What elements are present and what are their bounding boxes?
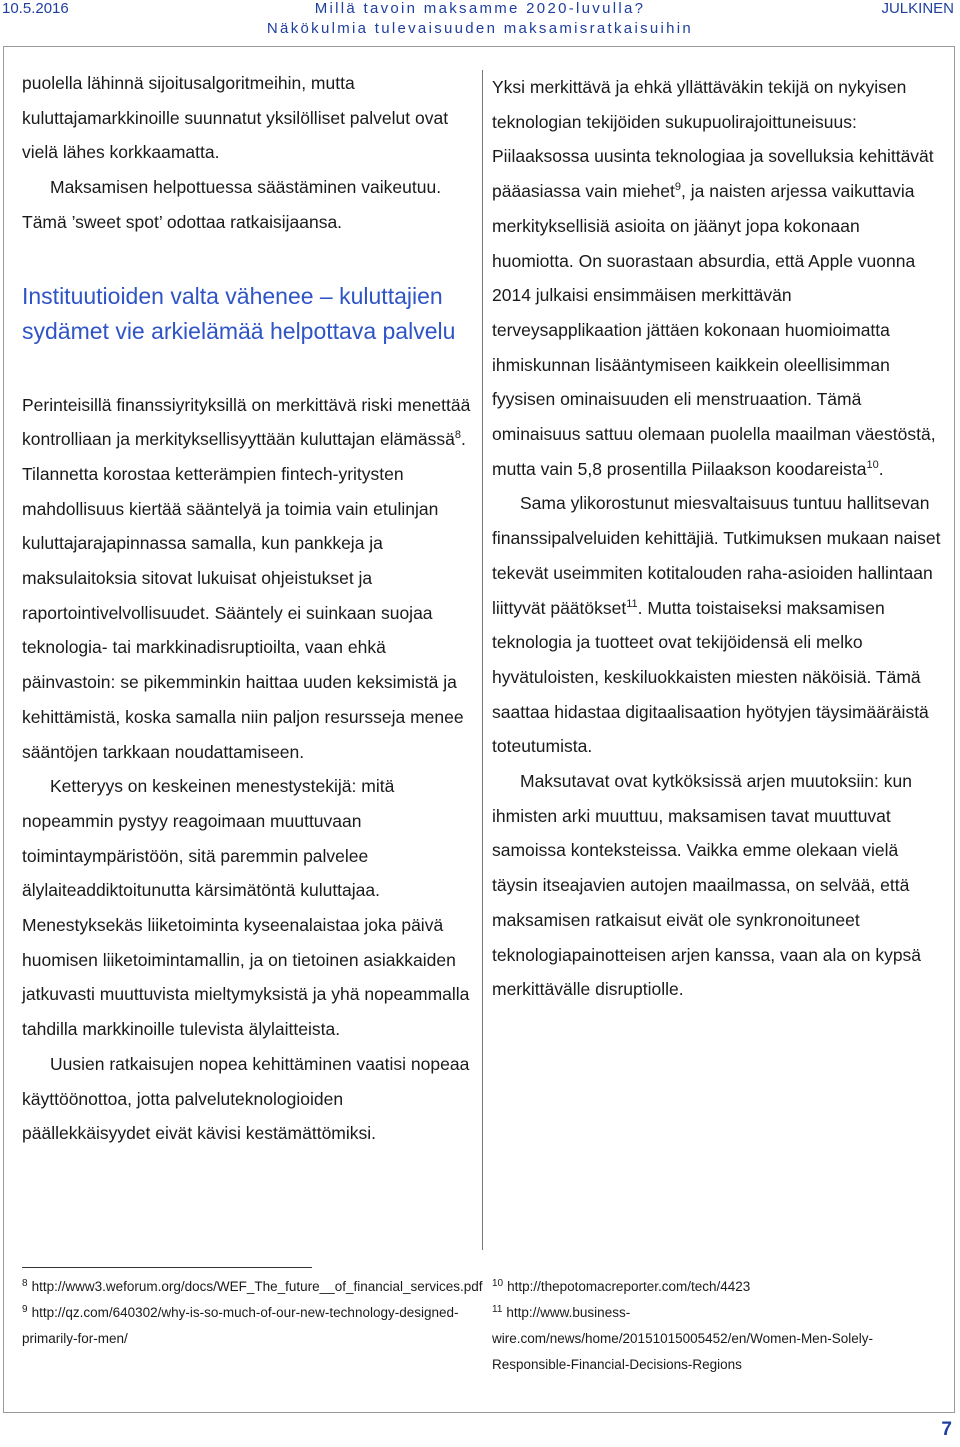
body-paragraph: Perinteisillä finanssiyrityksillä on merkittävä riski menettää kontrolliaan ja merkityksellisyyttään kuluttajan elämässä$^8$. Tilannetta korostaa ketterämpien fintech-yritysten mahdollisuus kiertää sääntelyä ja toimia vain etulinjan kuluttajarajapinnassa samalla, kun pankkeja ja maksulaitoksia sitovat lukuisat ohjeistukset ja raportointivelvollisuudet. Sääntely ei suinkaan suojaa teknologia- tai markkinadisruptioilta, vaan ehkä päinvastoin: se pikemminkin haittaa uuden keksimistä ja kehittämistä, koska samalla niin paljon resursseja menee sääntöjen tarkkaan noudattamiseen. (22, 394, 471, 762)
footnote-link[interactable]: http://qz.com/640302/why-is-so-much-of-our-new-technology-designed-primarily-for-men/ (22, 1305, 459, 1346)
footnote-link[interactable]: http://www.business-wire.com/news/home/20151015005452/en/Women-Men-Solely-Responsible-Financial-Decisions-Regions (492, 1305, 873, 1372)
footnote-11: $^{11}$ http://www.business-wire.com/news/home/20151015005452/en/Women-Men-Solely-Responsible-Financial-Decisions-Regions (492, 1303, 873, 1372)
footnote-ref-9[interactable]: 9 (674, 181, 682, 194)
footnote-10: $^{10}$ http://thepotomacreporter.com/tech/4423 (492, 1277, 751, 1294)
classification-label: JULKINEN (881, 0, 954, 17)
footnote-link[interactable]: http://www3.weforum.org/docs/WEF_The_future__of_financial_services.pdf (31, 1279, 483, 1294)
sweet-spot-paragraph: Maksamisen helpottuessa säästäminen vaikeutuu. Tämä ’sweet spot’ odottaa ratkaisijaansa. (22, 177, 442, 232)
body-paragraph: Ketteryys on keskeinen menestystekijä: mitä nopeammin pystyy reagoimaan muuttuvaan toimintaympäristöön, sitä paremmin palvelee älylaiteaddiktoitunutta kärsimätöntä kuluttajaa. Menestyksekäs liiketoiminta kyseenalaistaa joka päivä huomisen liiketoimintamallin, ja on tietoinen asiakkaiden jatkuvasti muuttuvista mieltymyksistä ja yhä nopeammalla tahdilla markkinoille tulevista älylaitteista. (22, 776, 470, 1040)
footnote-separator (22, 1267, 312, 1268)
column-divider (482, 70, 483, 1250)
header-date: 10.5.2016 (2, 0, 69, 17)
footnote-ref-10[interactable]: 10 (866, 458, 879, 471)
body-paragraph: Yksi merkittävä ja ehkä yllättäväkin tekijä on nykyisen teknologian tekijöiden sukupuolirajoittuneisuus: Piilaaksossa uusinta teknologiaa ja sovelluksia kehittävät pääasiassa vain miehet$^9$, ja naisten arjessa vaikuttavia merkityksellisiä asioita on jäänyt jopa kokonaan huomiotta. On suorastaan absurdia, että Apple vuonna 2014 julkaisi ensimmäisen merkittävän terveysapplikaation jättäen kokonaan huomioimatta ihmiskunnan lisääntymiseen kaikkein oleellisimman fyysisen ominaisuuden eli menstruaation. Tämä ominaisuus sattuu olemaan puolella maailman väestöstä, mutta vain 5,8 prosentilla Piilaakson koodareista$^{10}$. (492, 77, 936, 479)
body-paragraph: Uusien ratkaisujen nopea kehittäminen vaatisi nopeaa käyttöönottoa, jotta palveluteknologioiden päällekkäisyydet eivät kävisi kestämättömiksi. (22, 1053, 470, 1144)
body-paragraph: Maksutavat ovat kytköksissä arjen muutoksiin: kun ihmisten arki muuttuu, maksamisen tavat muuttuvat samoissa konteksteissa. Vaikka emme olekaan vielä täysin itseajavien autojen maailmassa, on selvää, että maksamisen ratkaisut eivät ole synkronoituneet teknologiapainotteisen arjen kanssa, vaan ala on kypsä merkittävälle disruptiolle. (492, 771, 922, 1000)
right-column (492, 70, 944, 1007)
footnote-ref-8[interactable]: 8 (454, 429, 461, 442)
footnotes-left (22, 1274, 483, 1352)
footnotes-right (492, 1274, 932, 1378)
footnote-link[interactable]: http://thepotomacreporter.com/tech/4423 (507, 1279, 751, 1294)
page-number: 7 (941, 1419, 952, 1440)
intro-paragraph: puolella lähinnä sijoitusalgoritmeihin, mutta kuluttajamarkkinoille suunnatut yksilölliset palvelut ovat vielä lähes korkkaamatta. (22, 73, 449, 163)
body-paragraph: Sama ylikorostunut miesvaltaisuus tuntuu hallitsevan finanssipalveluiden kehittäjiä. Tutkimuksen mukaan naiset tekevät useimmiten kotitalouden raha-asioiden hallintaan liittyvät päätökset$^{11}$. Mutta toistaiseksi maksamisen teknologia ja tuotteet ovat tekijöidensä eli melko hyvätuloisten, keskiluokkaisten miesten näköisiä. Tämä saattaa hidastaa digitaalisaation hyötyjen täysimääräistä toteutumista. (492, 493, 941, 757)
footnote-ref-11[interactable]: 11 (626, 597, 638, 610)
header-title: Millä tavoin maksamme 2020-luvulla? (314, 0, 646, 17)
left-column (22, 66, 472, 1151)
footnote-9: $^9$ http://qz.com/640302/why-is-so-much-of-our-new-technology-designed-primarily-for-men/ (22, 1303, 459, 1346)
section-heading: Instituutioiden valta vähenee – kuluttajien sydämet vie arkielämää helpottava palvelu (22, 282, 456, 344)
page-header (0, 0, 960, 46)
footnote-8: $^8$ http://www3.weforum.org/docs/WEF_The_future__of_financial_services.pdf (22, 1277, 483, 1294)
header-subtitle: Näkökulmia tulevaisuuden maksamisratkaisuihin (266, 20, 694, 37)
